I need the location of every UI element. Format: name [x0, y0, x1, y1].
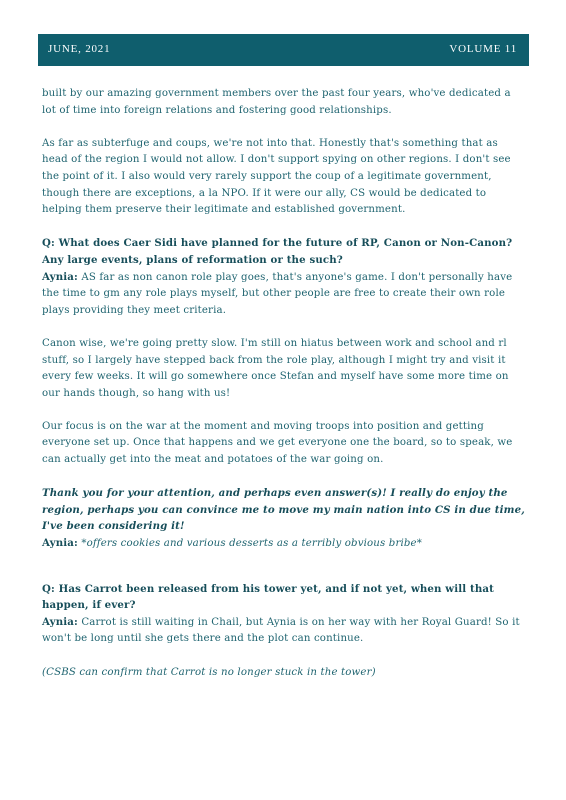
- paragraph-canon: Canon wise, we're going pretty slow. I'm still on hiatus between work and school and rl stuff, so I largely have stepped back from the role play, although I might try and visit it every few weeks. It will go somewhere once Stefan and myself have some more time on our hands though, so hang with us!: [42, 337, 509, 399]
- answer-text: Carrot is still waiting in Chail, but Aynia is on her way with her Royal Guard! So it won't be long until she gets there and the plot can continue.: [42, 616, 520, 645]
- paragraph-foreign-relations: built by our amazing government members over the past four years, who've dedicated a lot of time into foreign relations and fostering good relationships.: [42, 88, 511, 116]
- article-body: [42, 86, 526, 681]
- issue-date: JUNE, 2021: [48, 43, 111, 55]
- speaker-label: Aynia:: [42, 270, 78, 283]
- answer-text: AS far as non canon role play goes, that's anyone's game. I don't personally have the time to gm any role plays myself, but other people are free to create their own role plays providing they meet criteria.: [42, 271, 513, 316]
- volume-number: VOLUME 11: [449, 43, 517, 55]
- question-carrot: Q: Has Carrot been released from his tower yet, and if not yet, when will that happen, if ever?: [42, 582, 494, 612]
- speaker-label: Aynia:: [42, 537, 78, 550]
- answer-text: *offers cookies and various desserts as a terribly obvious bribe*: [77, 538, 422, 550]
- answer-bribe: [42, 535, 526, 553]
- answer-rp-future: [42, 269, 526, 320]
- page-header: [38, 34, 529, 66]
- paragraph-subterfuge: As far as subterfuge and coups, we're not into that. Honestly that's something that as head of the region I would not allow. I don't support spying on other regions. I don't see the point of it. I also would very rarely support the coup of a legitimate government, though there are exceptions, a la NPO. If it were our ally, CS would be dedicated to helping them preserve their legitimate and established government.: [42, 137, 511, 216]
- thanks-note: Thank you for your attention, and perhaps even answer(s)! I really do enjoy the region, perhaps you can convince me to move my main nation into CS in due time, I've been considering it!: [42, 487, 525, 533]
- editor-note: (CSBS can confirm that Carrot is no longer stuck in the tower): [42, 666, 376, 678]
- answer-carrot: [42, 614, 526, 648]
- question-rp-future: Q: What does Caer Sidi have planned for the future of RP, Canon or Non-Canon? Any large events, plans of reformation or the such?: [42, 237, 513, 266]
- paragraph-war-focus: Our focus is on the war at the moment and moving troops into position and getting everyone set up. Once that happens and we get everyone one the board, so to speak, we can actually get into the meat and potatoes of the war going on.: [42, 420, 513, 466]
- speaker-label: Aynia:: [42, 615, 78, 628]
